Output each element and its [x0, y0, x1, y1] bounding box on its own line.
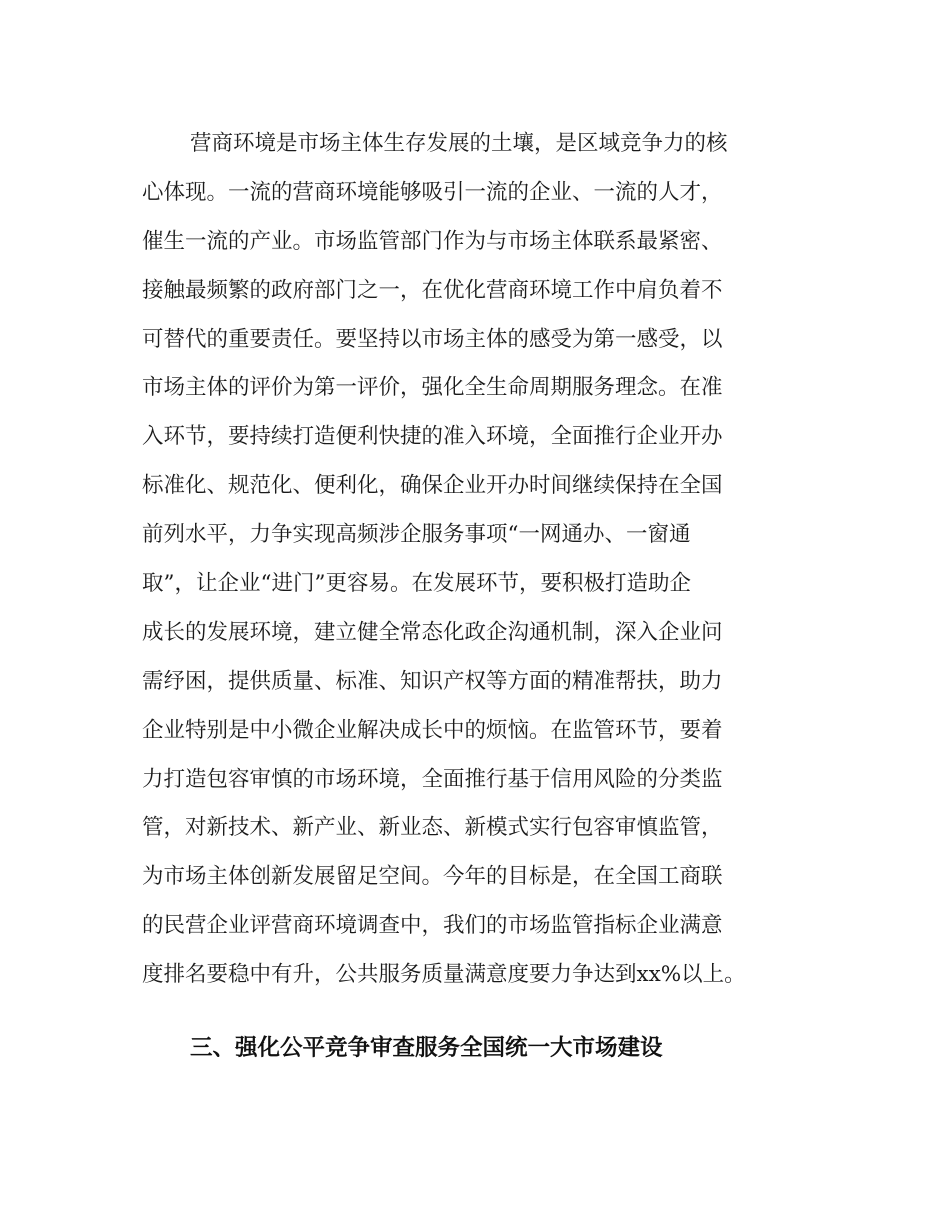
paragraph-line: 企业特别是中小微企业解决成长中的烦恼。在监管环节，要着	[142, 717, 723, 743]
paragraph-line: 营商环境是市场主体生存发展的土壤，是区域竞争力的核	[190, 131, 728, 156]
paragraph-line: 为市场主体创新发展留足空间。今年的目标是，在全国工商联	[142, 864, 723, 890]
paragraph-line: 度排名要稳中有升，公共服务质量满意度要力争达到xx%以上。	[142, 962, 746, 988]
paragraph-line: 力打造包容审慎的市场环境，全面推行基于信用风险的分类监	[142, 766, 723, 792]
paragraph-line: 需纾困，提供质量、标准、知识产权等方面的精准帮扶，助力	[142, 668, 723, 694]
paragraph-line: 取”，让企业“进门”更容易。在发展环节，要积极打造助企	[142, 571, 691, 597]
paragraph-line: 入环节，要持续打造便利快捷的准入环境，全面推行企业开办	[142, 424, 723, 450]
paragraph-line: 可替代的重要责任。要坚持以市场主体的感受为第一感受，以	[142, 326, 723, 352]
paragraph-line: 成长的发展环境，建立健全常态化政企沟通机制，深入企业问	[142, 619, 723, 645]
paragraph-line: 的民营企业评营商环境调查中，我们的市场监管指标企业满意	[142, 913, 723, 939]
paragraph-line: 标准化、规范化、便利化，确保企业开办时间继续保持在全国	[142, 473, 723, 499]
paragraph-line: 管，对新技术、新产业、新业态、新模式实行包容审慎监管，	[142, 815, 723, 841]
paragraph-line: 前列水平，力争实现高频涉企服务事项“一网通办、一窗通	[142, 522, 691, 548]
paragraph-line: 接触最频繁的政府部门之一，在优化营商环境工作中肩负着不	[142, 277, 723, 303]
body-paragraph	[142, 120, 822, 1000]
paragraph-line: 市场主体的评价为第一评价，强化全生命周期服务理念。在准	[142, 375, 723, 401]
paragraph-line: 催生一流的产业。市场监管部门作为与市场主体联系最紧密、	[142, 228, 723, 254]
paragraph-line: 心体现。一流的营商环境能够吸引一流的企业、一流的人才，	[142, 179, 723, 205]
section-heading: 三、强化公平竞争审查服务全国统一大市场建设	[190, 1035, 663, 1061]
